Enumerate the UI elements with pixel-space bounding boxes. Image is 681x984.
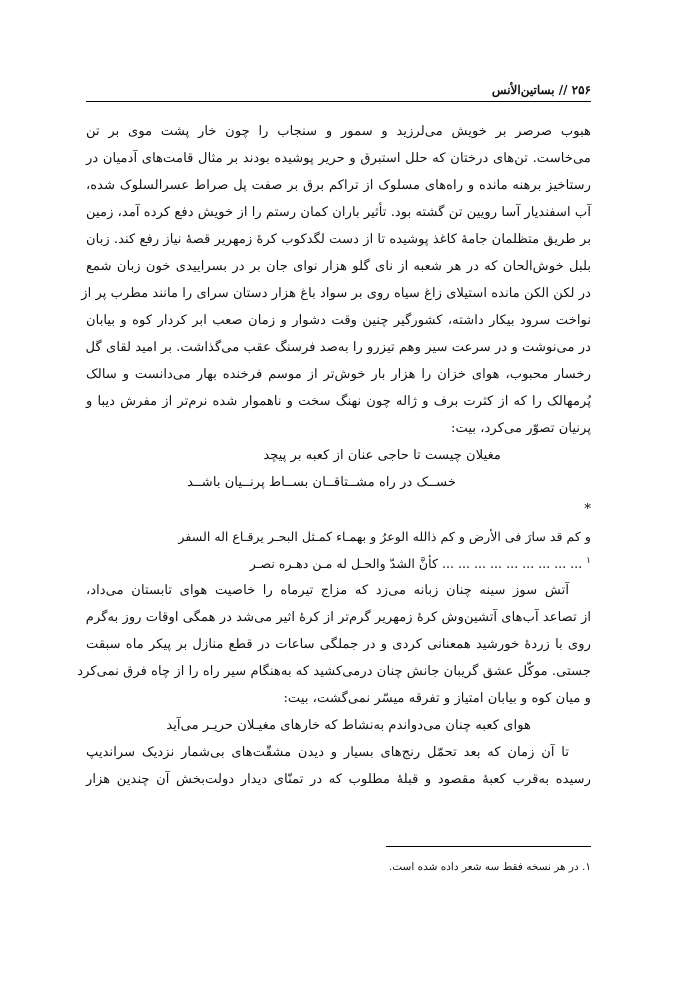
running-header (86, 80, 591, 102)
text-line: رخسار محبوب، هوای خزان را هزار بار خوش‌تر از موسم فرخنده بهار می‌دانست و سالک (86, 367, 591, 382)
paragraph-1 (81, 118, 591, 442)
arabic-verse-line-2-text: ... ... ... ... ... ... ... ... ... کأنَّ الشدّ والحـل له مـن دهـره نصـر (249, 556, 583, 571)
text-line: آتش سوز سینه چنان زبانه می‌زد که مزاج تیرماه را خاصیت هوای تابستان می‌داد، (86, 583, 569, 598)
arabic-verse-line-1: و کم قد سارَ فی الأرض و کم ذالله الوعرُ و بهمـاء کمـثل البحـر یرقـاع اله السفر (178, 529, 591, 544)
footnote-rule (386, 846, 591, 847)
text-line: رستاخیز برهنه مانده و راه‌های مسلوک از تراکم برق بر صفت پل صراط عسرالسلوک شده، (86, 178, 591, 193)
verse-2-line-1: هوای کعبه چنان می‌دواندم به‌نشاط که خارهای مغیـلان حریـر می‌آید (166, 718, 531, 733)
text-line: رسیده به‌قرب کعبهٔ مقصود و قبلهٔ مطلوب که در تمنّای دیدار دولت‌بخش آن چندین هزار (86, 772, 591, 787)
verse-1-line-1: مغیلان چیست تا حاجی عنان از کعبه بر پیچد (263, 448, 501, 463)
text-line: آب اسفندیار آسا رویین تن گشته بود. تأثیر باران کمان رستم را از خویش دفع کرده آمد، زمین (86, 205, 591, 220)
running-title: ۲۵۶ // بساتین‌الأنس (491, 83, 591, 97)
text-line: هبوب صرصر بر خویش می‌لرزید و سمور و سنجاب را چون خار پشت موی بر تن (86, 124, 591, 139)
paragraph-2 (77, 577, 591, 712)
main-text (77, 118, 591, 793)
footnote: ۱. در هر نسخه فقط سه شعر داده شده است. (388, 861, 591, 873)
text-line: از تصاعد آب‌های آتشین‌وش کرهٔ زمهریر گرم‌تر از کرهٔ اثیر می‌شد در همگی اوقات روز به‌گرم (85, 610, 591, 625)
verse-1-line-2: خســک در راه مشــتاقــان بســاط پرنــیان باشــد (187, 475, 456, 490)
text-line: پرنیان تصوّر می‌کرد، بیت: (451, 421, 591, 436)
text-line: جستی. موکّل عشق گریبان جانش چنان درمی‌کشید که به‌هنگام سیر راه را از چاه فرق نمی‌کرد (77, 664, 591, 679)
text-line: پُرمهالک را که از کثرت برف و ژاله چون نهنگ سخت و ناهموار شده نرم‌تر از مفرش دیبا و (86, 394, 591, 409)
text-line: در می‌نوشت و در سرعت سیر وهم تیزرو را به‌صد فرسنگ عقب می‌گذاشت. بر امید لقای گل (85, 340, 591, 355)
footnote-marker: ۱ (586, 555, 591, 566)
text-line: تا آن زمان که بعد تحمّل رنج‌های بسیار و دیدن مشقّت‌های بی‌شمار نزدیک سراندیپ (86, 745, 569, 760)
text-line: بلبل خوش‌الحان که در هر شعبه از نای گلو هزار نوای جان بر در بسراییدی خون زبان شمع (86, 259, 591, 274)
text-line: روی با زردهٔ خورشید همعنانی کردی و در جملگی ساعات در قطع منازل بر پیکر ماه سبقت (86, 637, 591, 652)
text-line: و میان کوه و بیابان امتیاز و تفرقه میسّر نمی‌گشت، بیت: (283, 691, 591, 706)
arabic-verse-line-2 (86, 550, 591, 577)
text-line: در لکن الکن مانده استیلای زاغ سیاه روی بر سواد باغ هزار دستان سرای را مانند مطرب پر از (81, 286, 591, 301)
paragraph-3 (86, 739, 591, 793)
text-line: بر طریق متظلمان جامهٔ کاغذ پوشیده تا از دست لگدکوب کرهٔ زمهریر قصهٔ نیاز رفع کند. زبان (86, 232, 591, 247)
section-separator: * (584, 502, 591, 517)
text-line: نواخت سرود بیکار داشته، کشورگیر چنین وقت دشوار و زمان صعب ابر کردار کوه و بیابان (86, 313, 591, 328)
header-rule (86, 101, 591, 102)
text-line: می‌خاست. تن‌های درختان که حلل استبرق و حریر پوشیده بودند بر مثال قامت‌های آدمیان در (86, 151, 591, 166)
